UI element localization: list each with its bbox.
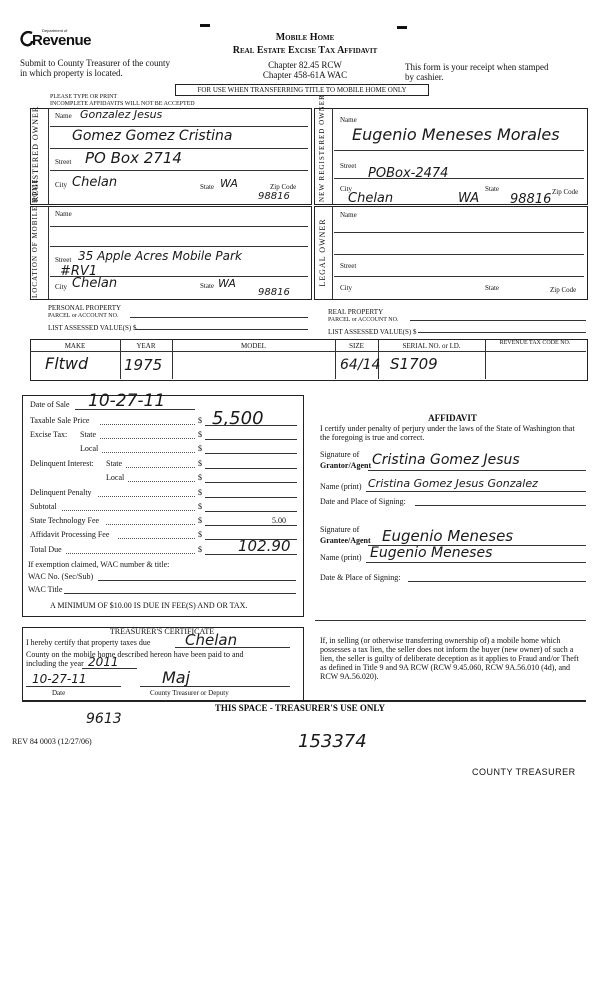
transfer-banner: FOR USE WHEN TRANSFERRING TITLE TO MOBILE HOME ONLY	[175, 84, 429, 96]
county-treasurer-stamp: COUNTY TREASURER	[472, 767, 576, 777]
penalty-dollar: $	[198, 488, 202, 497]
delinquent-interest-label: Delinquent Interest:	[30, 459, 94, 468]
grantee-label: Grantee/Agent	[320, 536, 371, 545]
total-due-value[interactable]: 102.90	[238, 537, 291, 555]
no-state-label: State	[485, 185, 499, 193]
header-dash-right	[397, 26, 407, 29]
cell-serial[interactable]: S1709	[390, 355, 438, 373]
new-owner-side-label: NEW REGISTERED OWNER	[318, 94, 326, 202]
treasurer-date-value[interactable]: 10-27-11	[32, 672, 87, 686]
submit-line-1: Submit to County Treasurer of the county	[20, 58, 170, 68]
lo-city-label: City	[340, 284, 353, 292]
legal-owner-side-label: LEGAL OWNER	[318, 218, 327, 287]
delinquent-local-dollar: $	[198, 473, 202, 482]
loc-street-value-1[interactable]: 35 Apple Acres Mobile Park	[78, 249, 242, 263]
receipt-note	[405, 62, 548, 82]
personal-property-label: PERSONAL PROPERTY	[48, 304, 122, 312]
no-street-label: Street	[340, 162, 357, 170]
no-city-value[interactable]: Chelan	[348, 191, 394, 206]
header-dash-left	[200, 24, 210, 27]
no-name-value[interactable]: Eugenio Meneses Morales	[352, 125, 560, 144]
grantor-date-place-label: Date and Place of Signing:	[320, 497, 406, 506]
no-city-label: City	[340, 185, 353, 193]
chapter-1: Chapter 82.45 RCW	[268, 60, 342, 70]
loc-name-label: Name	[55, 210, 72, 218]
wac-title-label: WAC Title	[28, 585, 63, 594]
ro-city-value[interactable]: Chelan	[72, 175, 118, 190]
grantor-signature[interactable]: Cristina Gomez Jesus	[372, 452, 520, 468]
no-zip-value[interactable]: 98816	[510, 192, 552, 207]
ro-name-label: Name	[55, 112, 72, 120]
lo-state-label: State	[485, 284, 499, 292]
lo-zip-label: Zip Code	[550, 286, 577, 294]
delinquent-state-dollar: $	[198, 459, 202, 468]
affidavit-fee-label: Affidavit Processing Fee	[30, 530, 110, 539]
lo-street-label: Street	[340, 262, 357, 270]
real-property-label: REAL PROPERTY	[328, 308, 384, 316]
chapter-references	[250, 60, 360, 80]
ro-street-label: Street	[55, 158, 72, 166]
no-street-value[interactable]: POBox-2474	[368, 166, 449, 181]
grantor-name-value[interactable]: Cristina Gomez Jesus Gonzalez	[368, 477, 538, 490]
treasurer-line-3: including the year	[26, 659, 84, 668]
personal-list-assessed-label: LIST ASSESSED VALUE(S) $	[48, 324, 137, 332]
real-property-section	[328, 308, 417, 336]
ro-state-label: State	[200, 183, 214, 191]
incomplete-note: INCOMPLETE AFFIDAVITS WILL NOT BE ACCEPTED	[50, 101, 195, 107]
loc-zip-value[interactable]: 98816	[258, 287, 290, 298]
col-model-header: MODEL	[241, 342, 266, 350]
date-of-sale-value[interactable]: 10-27-11	[88, 391, 166, 411]
revenue-logo	[20, 26, 90, 52]
ro-state-value[interactable]: WA	[220, 177, 238, 190]
col-year-header: YEAR	[136, 342, 156, 350]
affidavit-title: AFFIDAVIT	[428, 413, 477, 423]
loc-city-value[interactable]: Chelan	[72, 276, 118, 291]
affidavit-certify-text: I certify under penalty of perjury under the laws of the State of Washington that the foregoing is true and correct.	[320, 424, 575, 442]
treasurer-line-1: I hereby certify that property taxes due	[26, 638, 151, 647]
loc-state-label: State	[200, 282, 214, 290]
grantee-name-print-label: Name (print)	[320, 553, 362, 562]
receipt-line-1: This form is your receipt when stamped	[405, 62, 549, 72]
ro-zip-value[interactable]: 98816	[258, 191, 290, 202]
grantee-signature[interactable]: Eugenio Meneses	[382, 527, 514, 545]
excise-state-label: State	[80, 430, 96, 439]
real-parcel-label: PARCEL or ACCOUNT NO.	[328, 317, 399, 323]
treasurer-year-value[interactable]: 2011	[88, 655, 119, 669]
grantor-sig-of-label: Signature of	[320, 450, 360, 459]
col-make-header: MAKE	[64, 342, 86, 350]
treasurer-line-2: County on the mobile home described hereon have been paid to and	[26, 650, 244, 659]
handwritten-number-2: 153374	[298, 731, 367, 752]
loc-street-label: Street	[55, 256, 72, 264]
excise-tax-label: Excise Tax:	[30, 430, 68, 439]
treasurer-use-banner: THIS SPACE - TREASURER'S USE ONLY	[214, 703, 386, 713]
subtotal-dollar: $	[198, 502, 202, 511]
form-title-line2: Real Estate Excise Tax Affidavit	[232, 45, 378, 56]
grantor-name-print-label: Name (print)	[320, 482, 362, 491]
lo-name-label: Name	[340, 211, 357, 219]
cell-make[interactable]: Fltwd	[45, 354, 89, 373]
handwritten-number-1: 9613	[86, 711, 122, 727]
no-zip-label: Zip Code	[552, 188, 579, 196]
ro-street-value[interactable]: PO Box 2714	[85, 149, 182, 167]
delinquent-penalty-label: Delinquent Penalty	[30, 488, 92, 497]
grantor-label: Grantor/Agent	[320, 461, 372, 470]
treasurer-certificate-title: TREASURER'S CERTIFICATE	[109, 627, 215, 636]
loc-street-value-2[interactable]: #RV1	[60, 264, 98, 279]
loc-city-label: City	[55, 283, 68, 291]
treasurer-county-value[interactable]: Chelan	[185, 631, 238, 649]
ro-zip-label: Zip Code	[270, 183, 297, 191]
grantee-date-place-label: Date & Place of Signing:	[320, 573, 401, 582]
personal-property-section	[48, 304, 137, 332]
form-title-line1: Mobile Home	[275, 32, 335, 43]
wac-no-label: WAC No. (Sec/Sub)	[28, 572, 94, 581]
ro-name-value-2[interactable]: Gomez Gomez Cristina	[72, 128, 233, 144]
chapter-2: Chapter 458-61A WAC	[262, 70, 348, 80]
taxable-sale-label: Taxable Sale Price	[30, 416, 90, 425]
tech-fee-label: State Technology Fee	[30, 516, 100, 525]
form-revision: REV 84 0003 (12/27/06)	[12, 737, 92, 746]
date-of-sale-label: Date of Sale	[30, 400, 70, 409]
minimum-due-note: A MINIMUM OF $10.00 IS DUE IN FEE(S) AND OR TAX.	[50, 601, 248, 610]
logo-small-text: Department of	[42, 28, 68, 33]
personal-parcel-label: PARCEL or ACCOUNT NO.	[48, 313, 119, 319]
registered-owner-side-label: REGISTERED OWNER	[31, 105, 40, 202]
ro-name-value-1[interactable]: Gonzalez Jesus	[80, 108, 163, 121]
affidavit-fee-dollar: $	[198, 530, 202, 539]
total-dollar: $	[198, 545, 202, 554]
total-due-label: Total Due	[30, 545, 62, 554]
cell-year[interactable]: 1975	[124, 356, 163, 374]
exemption-label: If exemption claimed, WAC number & title:	[28, 560, 170, 569]
taxable-dollar-sign: $	[198, 416, 202, 425]
grantee-name-value[interactable]: Eugenio Meneses	[370, 545, 493, 561]
delinquent-local-label: Local	[106, 473, 125, 482]
submit-line-2: in which property is located.	[20, 68, 123, 78]
location-side-label: LOCATION OF MOBILE HOME	[31, 178, 39, 298]
subtotal-label: Subtotal	[30, 502, 57, 511]
treasurer-signature[interactable]: Maj	[162, 668, 191, 687]
col-size-header: SIZE	[349, 342, 364, 350]
submit-instructions	[20, 58, 170, 78]
tech-fee-value: 5.00	[272, 516, 286, 525]
cell-size[interactable]: 64/14	[340, 357, 381, 373]
treasurer-certificate-text	[26, 638, 298, 647]
treasurer-deputy-label: County Treasurer or Deputy	[150, 689, 229, 697]
col-revenue-header: REVENUE TAX CODE NO.	[499, 340, 571, 346]
col-serial-header: SERIAL NO. or I.D.	[402, 342, 461, 350]
no-name-label: Name	[340, 116, 357, 124]
excise-local-label: Local	[80, 444, 99, 453]
ro-city-label: City	[55, 181, 68, 189]
receipt-line-2: by cashier.	[405, 72, 444, 82]
excise-state-dollar: $	[198, 430, 202, 439]
no-state-value[interactable]: WA	[458, 191, 480, 206]
logo-main-text: Revenue	[32, 32, 92, 49]
lien-notice: If, in selling (or otherwise transferring ownership of) a mobile home which possesses a tax lien, the seller does not inform the buyer (new owner) of such a lien, the seller is guilty of deliberate deception as it applies to Fraud and/or Theft as defined in Title 9 and 9A RCW (RCW 9.45.060, RCW 9A.56.010 (4d), and RCW 9A.56.020).	[320, 636, 579, 681]
please-type-note: PLEASE TYPE OR PRINT	[50, 94, 118, 100]
form-title	[200, 32, 410, 56]
legal-owner-box	[314, 206, 588, 300]
loc-state-value[interactable]: WA	[218, 277, 236, 290]
excise-local-dollar: $	[198, 444, 202, 453]
delinquent-state-label: State	[106, 459, 122, 468]
tech-fee-dollar: $	[198, 516, 202, 525]
taxable-sale-value[interactable]: 5,500	[212, 408, 264, 429]
grantee-sig-of-label: Signature of	[320, 525, 360, 534]
treasurer-date-label: Date	[52, 689, 66, 697]
real-list-assessed-label: LIST ASSESSED VALUE(S) $	[328, 328, 417, 336]
